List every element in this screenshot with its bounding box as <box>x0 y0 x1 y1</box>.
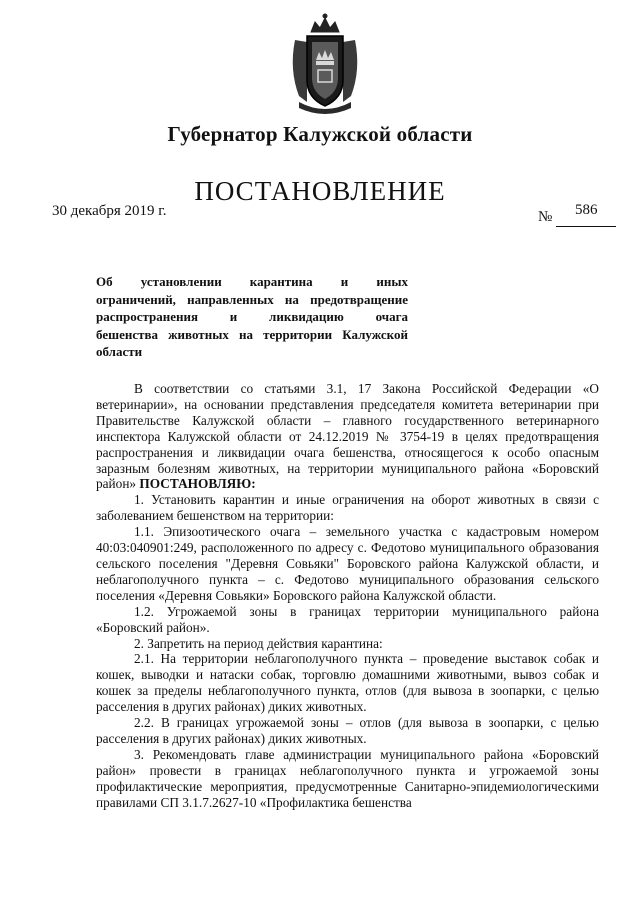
resolve-word: ПОСТАНОВЛЯЮ: <box>139 476 256 492</box>
subject-line: области <box>96 344 143 359</box>
preamble-paragraph <box>96 381 599 492</box>
document-subject <box>96 273 408 361</box>
preamble-text: В соответствии со статьями 3.1, 17 Закона Российской Федерации «О ветеринарии», на основании представления председателя комитета ветеринарии при Правительстве Калужской области – главного государственного ветеринарного инспектора Калужской области от 24.12.2019 № 3754-19 в целях предотвращения распространения и ликвидации очага бешенства, относящегося к особо опасным заразным болезням животных, на территории муниципального района «Боровский район» <box>96 381 599 492</box>
document-body <box>96 381 599 810</box>
clause-2-1: 2.1. На территории неблагополучного пункта – проведение выставок собак и кошек, выводки и натаски собак, торговлю домашними животными, вывоз собак и кошек за пределы неблагополучного пункта, отлов (для вывоза в зоопарки, с целью расселения в других районах) диких животных. <box>96 651 599 715</box>
document-date: 30 декабря 2019 г. <box>52 203 167 219</box>
clause-2-2: 2.2. В границах угрожаемой зоны – отлов (для вывоза в зоопарки, с целью расселения в других районах) диких животных. <box>96 715 599 746</box>
issuing-authority: Губернатор Калужской области <box>167 122 473 146</box>
clause-3: 3. Рекомендовать главе администрации муниципального района «Боровский район» провести в границах неблагополучного пункта и угрожаемой зоны профилактические мероприятия, предусмотренные Санитарно-эпидемиологическими правилами СП 3.1.7.2627-10 «Профилактика бешенства <box>96 746 599 810</box>
subject-line: бешенства животных на территории Калужской <box>96 326 408 342</box>
subject-line: ограничений, направленных на предотвращение <box>96 291 408 307</box>
document-type-title: ПОСТАНОВЛЕНИЕ <box>194 176 446 206</box>
document-number: 586 <box>575 202 598 218</box>
clause-1-2: 1.2. Угрожаемой зоны в границах территории муниципального района «Боровский район». <box>96 603 599 635</box>
subject-line: распространения и ликвидацию очага <box>96 309 408 324</box>
clause-1-1: 1.1. Эпизоотического очага – земельного участка с кадастровым номером 40:03:040901:249, расположенного по адресу с. Федотово муниципального образования сельского поселения "Деревня Совьяки" Боровского района Калужской области, и неблагополучного пункта – с. Федотово муниципального образования сельского поселения «Деревня Совьяки» Боровского района Калужской области. <box>96 524 599 603</box>
subject-line: Об установлении карантина и иных <box>96 274 408 289</box>
clause-2: 2. Запретить на период действия карантина: <box>134 635 383 651</box>
document-number-underline <box>556 226 616 227</box>
clause-1: 1. Установить карантин и иные ограничения на оборот животных в связи с заболеванием бешенством на территории: <box>96 492 599 524</box>
document-number-label: № <box>538 209 553 225</box>
coat-of-arms-emblem <box>285 10 365 114</box>
